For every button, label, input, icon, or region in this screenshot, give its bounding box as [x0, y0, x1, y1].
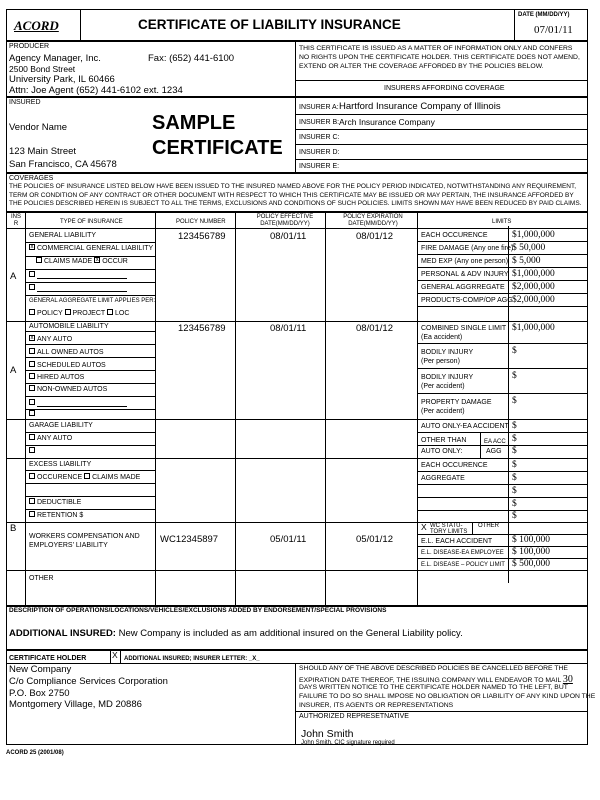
insured-name: Vendor Name [9, 122, 68, 133]
divider [6, 458, 588, 459]
excess-occ-row [29, 474, 140, 481]
divider [417, 393, 588, 394]
blank-line [37, 271, 127, 279]
auto-policy-number: 123456789 [178, 323, 226, 334]
auto-hired-row [29, 374, 84, 381]
page-title: CERTIFICATE OF LIABILITY INSURANCE [138, 17, 401, 32]
cancellation-line1: SHOULD ANY OF THE ABOVE DESCRIBED POLICIES BE CANCELLED BEFORE THE [299, 665, 568, 672]
auth-rep-label: AUTHORIZED REPRESETNATIVE [299, 713, 409, 720]
gl-aggregate-applies: GENERAL AGGREGATE LIMIT APPLIES PER: [29, 298, 156, 304]
excess-aggregate: AGGREGATE [421, 475, 465, 482]
divider [295, 711, 588, 712]
sample-watermark-line2: CERTIFICATE [152, 137, 283, 159]
auto-bi-person-sub: (Per person) [421, 358, 460, 365]
divider [417, 306, 588, 307]
divider [417, 241, 588, 242]
garage-blank-row [29, 448, 37, 455]
divider [25, 396, 155, 397]
insured-label: INSURED [9, 99, 41, 106]
insured-address2: San Francisco, CA 45678 [9, 159, 117, 170]
ins-ltr-header: INS R [10, 214, 21, 227]
type-header: TYPE OF INSURANCE [60, 219, 123, 225]
divider [417, 497, 588, 498]
garage-any-label: ANY AUTO [37, 435, 73, 442]
garage-any-row [29, 435, 72, 442]
excess-aggregate-value: $ [512, 473, 517, 483]
checkbox-icon[interactable] [29, 284, 35, 290]
checkbox-icon[interactable] [29, 271, 35, 277]
garage-auto-only-value: $ [512, 421, 517, 431]
divider [25, 242, 155, 243]
divider [417, 267, 588, 268]
limits-header: LIMITS [492, 219, 512, 225]
divider [110, 650, 111, 664]
insurers-affording: INSURERS AFFORDING COVERAGE [384, 85, 505, 92]
excess-claims-label: CLAIMS MADE [92, 474, 141, 481]
producer-attn: Attn: Joe Agent (652) 441-6102 ext. 1234 [9, 85, 183, 96]
divider [6, 522, 588, 523]
divider [417, 484, 588, 485]
insurer-b-label: INSURER B: [299, 119, 340, 126]
gl-limit-value: $2,000,000 [512, 282, 555, 292]
coverages-label: COVERAGES [9, 175, 54, 182]
auto-hired-label: HIRED AUTOS [37, 374, 85, 381]
divider [25, 496, 155, 497]
excess-blank-value: $ [512, 511, 517, 521]
divider [417, 546, 588, 547]
auto-csl-value: $1,000,000 [512, 323, 555, 333]
excess-retention-row [29, 512, 83, 519]
auto-owned-label: ALL OWNED AUTOS [37, 349, 104, 356]
additional-insured-text: New Company is included as am additional insured on the General Liability policy. [118, 628, 463, 639]
wc-label1: WORKERS COMPENSATION AND [29, 533, 140, 540]
excess-retention-dollar: $ [79, 512, 84, 519]
signer-name: John Smith [301, 728, 354, 740]
description-label: DESCRIPTION OF OPERATIONS/LOCATIONS/VEHICLES/EXCLUSIONS ADDED BY ENDORSEMENT/SPECIAL PROVISIONS [9, 607, 387, 614]
exp-date-header: POLICY EXPIRATION DATE(MM/DD/YY) [343, 214, 403, 227]
excess-blank-value: $ [512, 486, 517, 496]
insurer-b-name: Arch Insurance Company [339, 117, 435, 127]
divider [120, 650, 121, 664]
divider [417, 254, 588, 255]
checkbox-icon[interactable] [29, 309, 35, 315]
garage-ea-acc: EA ACC [484, 439, 506, 445]
gl-limit-label: PERSONAL & ADV INJURY [421, 271, 509, 278]
checkbox-icon[interactable] [29, 511, 35, 517]
gl-policy-number: 123456789 [178, 231, 226, 242]
divider [25, 344, 155, 345]
divider [25, 370, 155, 371]
holder-x-mark: X [112, 650, 118, 660]
gl-project-label: PROJECT [72, 310, 106, 317]
gl-claims-row [36, 258, 128, 265]
excess-label: EXCESS LIABILITY [29, 461, 92, 468]
divider [25, 445, 155, 446]
divider [25, 383, 155, 384]
auto-any-row [29, 336, 72, 343]
auto-bi-person-value: $ [512, 346, 517, 356]
auto-csl-sub: (Ea accident) [421, 334, 463, 341]
cancellation-line4: FAILURE TO DO SO SHALL IMPOSE NO OBLIGATION OR LIABILITY OF ANY KIND UPON THE [299, 693, 596, 700]
divider [417, 471, 588, 472]
auto-nonowned-row [29, 386, 107, 393]
divider [155, 212, 156, 606]
divider [480, 432, 481, 458]
divider [6, 321, 588, 322]
checkbox-icon[interactable] [29, 348, 35, 354]
other-label: OTHER [29, 575, 54, 582]
wc-x-mark: X [421, 522, 427, 532]
divider [25, 470, 155, 471]
auto-any-label: ANY AUTO [37, 336, 73, 343]
divider [295, 159, 588, 160]
divider [417, 445, 588, 446]
gl-commercial-row [29, 245, 153, 252]
gl-claims-label: CLAIMS MADE [44, 258, 93, 265]
checkbox-icon[interactable] [29, 410, 35, 416]
gl-limit-label: EACH OCCURENCE [421, 232, 488, 239]
cancellation-line3: DAYS WRITTEN NOTICE TO THE CERTIFICATE HOLDER NAMED TO THE LEFT, BUT [299, 684, 568, 691]
divider [295, 114, 588, 115]
checkbox-icon[interactable] [29, 473, 35, 479]
producer-address1: 2500 Bond Street [9, 64, 76, 74]
garage-auto-only2: AUTO ONLY: [421, 448, 463, 455]
divider [6, 419, 588, 420]
divider [6, 228, 588, 229]
wc-limit-label: E.L. DISEASE – POLICY LIMIT [421, 562, 505, 568]
cancellation-line2-text: EXPIRATION DATE THEREOF, THE ISSUING COMPANY WILL ENDEAVOR TO MAIL [299, 677, 561, 684]
divider [472, 522, 473, 534]
gl-policy-label: POLICY [37, 310, 63, 317]
insurer-c-label: INSURER C: [299, 134, 340, 141]
wc-tory-limits: TORY LIMITS [430, 529, 468, 535]
garage-auto-only: AUTO ONLY-EA ACCIDENT [421, 423, 509, 430]
auto-bi-accident-value: $ [512, 371, 517, 381]
insurer-e-label: INSURER E: [299, 163, 340, 170]
auto-owned-row [29, 349, 104, 356]
date-value: 07/01/11 [534, 24, 573, 36]
wc-limit-value: $ 500,000 [512, 559, 550, 569]
wc-limit-value: $ 100,000 [512, 535, 550, 545]
checkbox-icon[interactable] [29, 447, 35, 453]
holder-header-row [6, 650, 588, 664]
excess-blank-value: $ [512, 499, 517, 509]
checked-box-icon[interactable]: x [30, 335, 34, 342]
divider [25, 483, 155, 484]
gl-insurer-letter: A [10, 271, 17, 282]
gl-limit-value: $ 5,000 [512, 256, 541, 266]
divider [25, 256, 155, 257]
wc-other: OTHER [478, 523, 499, 529]
divider [295, 144, 588, 145]
auto-pd-value: $ [512, 396, 517, 406]
gl-limit-label: FIRE DAMAGE (Any one fire) [421, 245, 514, 252]
excess-deductible-label: DEDUCTIBLE [37, 499, 82, 506]
auto-eff-date: 08/01/11 [270, 323, 307, 334]
producer-label: PRODUCER [9, 43, 50, 50]
producer-name: Agency Manager, Inc. [9, 53, 101, 64]
cancellation-days: 30 [562, 674, 573, 685]
additional-insured-label: ADDITIONAL INSURED: [9, 628, 116, 639]
divider [80, 9, 81, 41]
checkbox-icon[interactable] [84, 473, 90, 479]
checked-box-icon[interactable]: x [30, 244, 34, 251]
auto-scheduled-row [29, 362, 106, 369]
gl-blank-row-2 [29, 284, 127, 292]
excess-each-occ-value: $ [512, 460, 517, 470]
divider [417, 280, 588, 281]
producer-address2: University Park, IL 60466 [9, 74, 115, 85]
gl-occur-label: OCCUR [102, 258, 128, 265]
blank-line [37, 399, 127, 407]
auto-bi-person-label: BODILY INJURY [421, 349, 474, 356]
holder-line3: P.O. Box 2750 [9, 688, 70, 699]
divider [417, 343, 588, 344]
policy-number-header: POLICY NUMBER [176, 219, 226, 225]
auto-bi-accident-label: BODILY INJURY [421, 374, 474, 381]
checkbox-icon[interactable] [107, 309, 113, 315]
garage-agg-value: $ [512, 446, 517, 456]
auto-label: AUTOMOBILE LIABILITY [29, 323, 109, 330]
divider [417, 368, 588, 369]
divider [417, 558, 588, 559]
gl-limit-label: MED EXP (Any one person) [421, 258, 509, 265]
gl-commercial-label: COMMERCIAL GENERAL LIABILITY [37, 245, 154, 252]
producer-fax: Fax: (652) 441-6100 [148, 53, 235, 64]
divider [25, 295, 155, 296]
excess-occ-label: OCCURENCE [37, 474, 83, 481]
divider [325, 212, 326, 606]
divider [235, 212, 236, 606]
checked-box-icon[interactable]: x [95, 257, 99, 264]
divider [25, 509, 155, 510]
holder-additional-letter: ADDITIONAL INSURED; INSURER LETTER: _X_ [124, 656, 260, 662]
gl-limit-value: $1,000,000 [512, 230, 555, 240]
checkbox-icon[interactable] [29, 498, 35, 504]
divider [295, 80, 588, 81]
wc-label2: EMPLOYERS' LIABILITY [29, 542, 108, 549]
auto-insurer-letter: A [10, 365, 17, 376]
insured-address1: 123 Main Street [9, 146, 77, 157]
coverages-text: THE POLICIES OF INSURANCE LISTED BELOW HAVE BEEN ISSUED TO THE INSURED NAMED ABOVE FOR THE POLICY PERIOD INDICATED, NOTWITHSTANDING ANY REQUIREMENT, TERM OR CONDITION OF ANY CONTRACT OR OTHER DOCUMENT WITH RESPECT TO WHICH THIS CERTIFICATE MAY BE ISSUED OR MAY PERTAIN, THE INSURANCE AFFORDED BY THE POLICIES DESCRIBED HEREIN IS SUBJECT TO ALL THE TERMS, EXCLUSIONS AND CONDITIONS OF SUCH POLICIES. LIMITS SHOWN MAY HAVE BEEN REDUCED BY PAID CLAIMS. [9, 183, 582, 207]
excess-retention-label: RETENTION [37, 512, 78, 519]
additional-insured-row [9, 629, 463, 639]
gl-per-row [29, 310, 129, 317]
divider [417, 293, 588, 294]
wc-limit-value: $ 100,000 [512, 547, 550, 557]
acord-logo: ACORD [14, 18, 59, 33]
excess-each-occ: EACH OCCURENCE [421, 462, 488, 469]
auto-exp-date: 08/01/12 [356, 323, 393, 334]
garage-label: GARAGE LIABILITY [29, 422, 93, 429]
auto-nonowned-label: NON-OWNED AUTOS [37, 386, 108, 393]
gl-exp-date: 08/01/12 [356, 231, 393, 242]
holder-line2: C/o Compliance Services Corporation [9, 676, 168, 687]
eff-date-header: POLICY EFFECTIVE DATE(MM/DD/YY) [256, 214, 314, 227]
divider [295, 129, 588, 130]
gl-limit-label: GENERAL AGGRREGATE [421, 284, 505, 291]
checkbox-icon[interactable] [29, 385, 35, 391]
checkbox-icon[interactable] [29, 399, 35, 405]
wc-limit-label: E.L. EACH ACCIDENT [421, 538, 493, 545]
notice-top: THIS CERTIFICATE IS ISSUED AS A MATTER OF INFORMATION ONLY AND CONFERS NO RIGHTS UPON THE CERTIFICATE HOLDER. THIS CERTIFICATE DOES NOT AMEND, EXTEND OR ALTER THE COVERAGE AFFORDED BY THE POLICIES BELOW. [299, 45, 580, 70]
auto-blank-row-1 [29, 399, 127, 407]
divider [417, 432, 588, 433]
divider [6, 570, 588, 571]
auto-pd-label: PROPERTY DAMAGE [421, 399, 492, 406]
gl-limit-value: $2,000,000 [512, 295, 555, 305]
divider [25, 282, 155, 283]
gl-limit-label: PRODUCTS-COMP/OP AGG [421, 297, 513, 304]
divider [25, 357, 155, 358]
gl-eff-date: 08/01/11 [270, 231, 307, 242]
gl-blank-row-1 [29, 271, 127, 279]
divider [25, 269, 155, 270]
garage-other-than: OTHER THAN [421, 437, 467, 444]
wc-policy-number: WC12345897 [160, 534, 219, 545]
wc-eff-date: 05/01/11 [270, 534, 307, 545]
holder-name: New Company [9, 664, 72, 675]
divider [25, 331, 155, 332]
gl-limit-value: $1,000,000 [512, 269, 555, 279]
divider [417, 510, 588, 511]
divider [25, 432, 155, 433]
wc-exp-date: 05/01/12 [356, 534, 393, 545]
gl-loc-label: LOC [115, 310, 130, 317]
auto-csl-label: COMBINED SINGLE LIMIT [421, 325, 507, 332]
form-number: ACORD 25 (2001/08) [6, 750, 64, 756]
gl-label: GENERAL LIABILITY [29, 232, 97, 239]
wc-insurer-letter: B [10, 523, 17, 534]
insurer-a-name: Hartford Insurance Company of Illinois [339, 101, 501, 112]
checkbox-icon[interactable] [36, 257, 42, 263]
checkbox-icon[interactable] [29, 373, 35, 379]
divider [25, 409, 155, 410]
signer-sub: John Smith, CIC signature required [301, 740, 395, 746]
garage-agg: AGG [486, 448, 502, 455]
garage-ea-acc-value: $ [512, 434, 517, 444]
checkbox-icon[interactable] [29, 361, 35, 367]
holder-label: CERTIFICATE HOLDER [9, 655, 87, 662]
auto-pd-sub: (Per accident) [421, 408, 465, 415]
insurer-d-label: INSURER D: [299, 149, 340, 156]
auto-blank-row-2 [29, 411, 37, 418]
checkbox-icon[interactable] [65, 309, 71, 315]
insurer-a-label: INSURER A: [299, 104, 339, 111]
auto-scheduled-label: SCHEDULED AUTOS [37, 362, 106, 369]
holder-line4: Montgomery Village, MD 20886 [9, 699, 142, 710]
wc-statu: WC STATU- [430, 523, 463, 529]
checkbox-icon[interactable] [29, 434, 35, 440]
excess-deductible-row [29, 499, 81, 506]
blank-line [37, 284, 127, 292]
date-label: DATE (MM/DD/YY) [518, 12, 570, 18]
sample-watermark-line1: SAMPLE [152, 112, 236, 134]
wc-limit-label: E.L. DISEASE-EA EMPLOYEE [421, 550, 504, 556]
auto-bi-accident-sub: (Per accident) [421, 383, 465, 390]
divider [514, 9, 515, 41]
cancellation-line5: INSURER, ITS AGENTS OR REPRESENTATIONS [299, 702, 454, 709]
gl-limit-value: $ 50,000 [512, 243, 546, 253]
